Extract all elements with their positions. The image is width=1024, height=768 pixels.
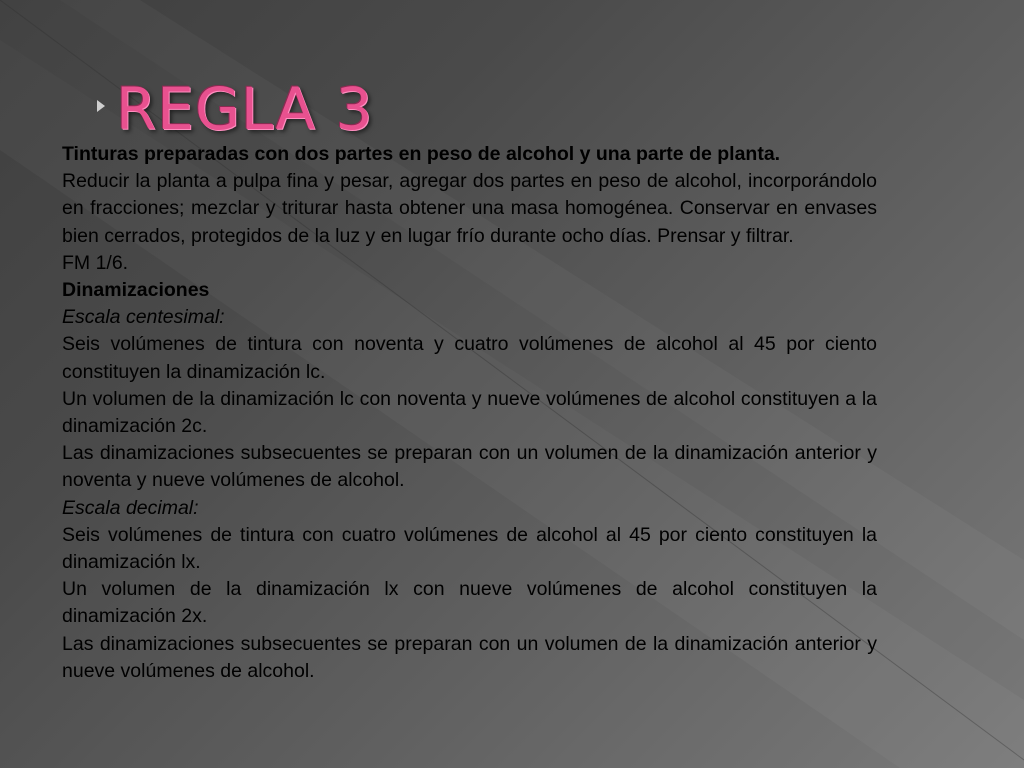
centesimal-paragraph-3: Las dinamizaciones subsecuentes se preparan con un volumen de la dinamización anterior y noventa y nueve volúmenes de alcohol.	[62, 442, 877, 492]
centesimal-paragraph-2: Un volumen de la dinamización lc con noventa y nueve volúmenes de alcohol constituyen a la dinamización 2c.	[62, 387, 877, 438]
title-bullet-arrow-icon	[97, 100, 105, 112]
centesimal-heading: Escala centesimal:	[62, 306, 225, 329]
dinamizaciones-heading: Dinamizaciones	[62, 279, 210, 302]
slide-title: REGLA 3	[116, 75, 374, 143]
centesimal-paragraph-1: Seis volúmenes de tintura con noventa y cuatro volúmenes de alcohol al 45 por ciento constituyen la dinamización lc.	[62, 333, 877, 383]
decimal-heading: Escala decimal:	[62, 496, 199, 519]
decimal-paragraph-1: Seis volúmenes de tintura con cuatro volúmenes de alcohol al 45 por ciento constituyen la dinamización lx.	[62, 523, 877, 574]
procedure-paragraph: Reducir la planta a pulpa fina y pesar, agregar dos partes en peso de alcohol, incorporándolo en fracciones; mezclar y triturar hasta obtener una masa homogénea. Conservar en envases bien cerrados, protegidos de la luz y en lugar frío durante ocho días. Prensar y filtrar.	[62, 170, 877, 247]
intro-paragraph: Tinturas preparadas con dos partes en peso de alcohol y una parte de planta.	[62, 143, 781, 165]
decimal-paragraph-2: Un volumen de la dinamización lx con nueve volúmenes de alcohol constituyen la dinamización 2x.	[62, 578, 877, 628]
slide-body	[62, 141, 877, 685]
reference-line: FM 1/6.	[62, 251, 129, 274]
decimal-paragraph-3: Las dinamizaciones subsecuentes se preparan con un volumen de la dinamización anterior y nueve volúmenes de alcohol.	[62, 632, 877, 682]
